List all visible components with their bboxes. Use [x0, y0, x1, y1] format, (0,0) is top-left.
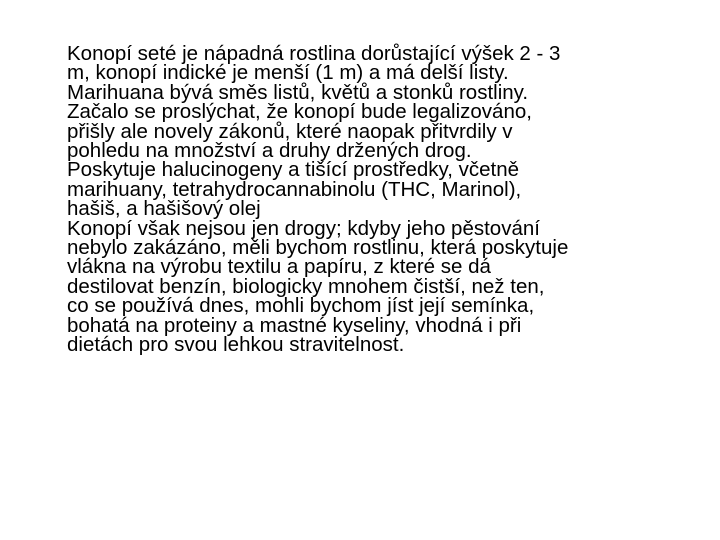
text-line: nebylo zakázáno, měli bychom rostlinu, která poskytuje [67, 236, 569, 260]
text-line: bohatá na proteiny a mastné kyseliny, vhodná i při [67, 313, 522, 337]
text-line: přišly ale novely zákonů, které naopak přitvrdily v [67, 119, 513, 143]
paragraph [67, 216, 707, 357]
text-block [67, 44, 707, 355]
text-line: vlákna na výrobu textilu a papíru, z které se dá [67, 255, 491, 279]
text-line: Konopí seté je nápadná rostlina dorůstající výšek 2 - 3 [67, 42, 561, 65]
text-line: m, konopí indické je menší (1 m) a má delší listy. [67, 61, 509, 85]
text-line: Konopí však nejsou jen drogy; kdyby jeho pěstování [67, 216, 540, 240]
text-line: Marihuana bývá směs listů, květů a stonků rostliny. [67, 80, 529, 104]
paragraph [67, 42, 707, 163]
text-line: marihuany, tetrahydrocannabinolu (THC, Marinol), [67, 177, 522, 201]
text-line: hašiš, a hašišový olej [67, 197, 261, 221]
text-line: destilovat benzín, biologicky mnohem čistší, než ten, [67, 274, 545, 298]
text-line: Začalo se proslýchat, že konopí bude legalizováno, [67, 100, 532, 124]
text-line: dietách pro svou lehkou stravitelnost. [67, 333, 405, 357]
paragraph [67, 158, 707, 221]
text-line: Poskytuje halucinogeny a tišící prostředky, včetně [67, 158, 519, 182]
text-line: pohledu na množství a druhy držených drog. [67, 139, 472, 163]
text-line: co se používá dnes, mohli bychom jíst její semínka, [67, 294, 535, 318]
